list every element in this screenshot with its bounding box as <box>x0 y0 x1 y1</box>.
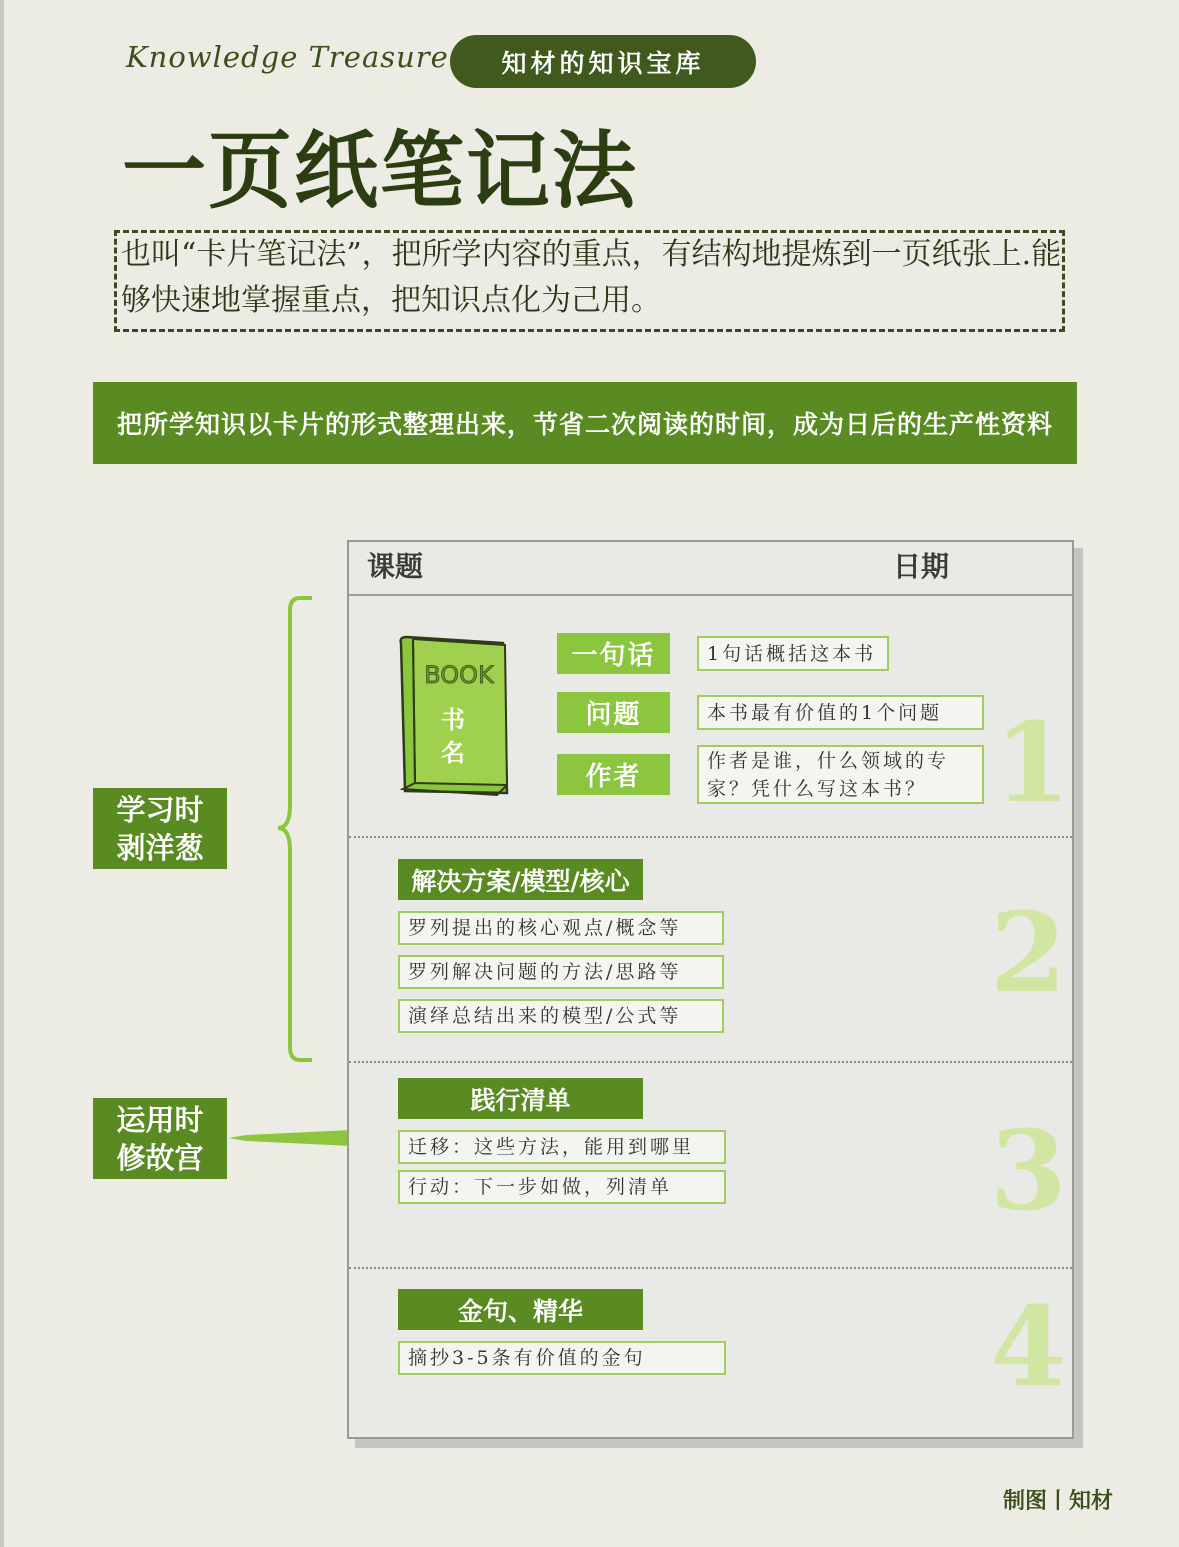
section2-item-3: 演绎总结出来的模型/公式等 <box>398 999 724 1033</box>
box-one-sentence: 1句话概括这本书 <box>697 636 889 671</box>
book-cover-word: BOOK <box>424 661 494 689</box>
section4-item-1: 摘抄3-5条有价值的金句 <box>398 1341 726 1375</box>
topic-label: 课题 <box>367 550 424 583</box>
section-divider-3 <box>349 1267 1072 1269</box>
section-number-1: 1 <box>994 698 1071 827</box>
brand-pill: 知材的知识宝库 <box>450 35 756 88</box>
tag-question: 问题 <box>557 692 670 733</box>
card-header-rule <box>349 594 1072 596</box>
date-label: 日期 <box>893 550 950 583</box>
book-name-line1: 书 <box>441 706 465 734</box>
page-title: 一页纸笔记法 <box>122 122 639 220</box>
credit-text: 制图丨知材 <box>1003 1489 1114 1514</box>
study-brace <box>278 598 312 1060</box>
subtitle: Knowledge Treasure <box>126 40 449 74</box>
section3-item-1: 迁移：这些方法，能用到哪里 <box>398 1130 726 1164</box>
section3-item-2: 行动：下一步如做，列清单 <box>398 1170 726 1204</box>
summary-banner: 把所学知识以卡片的形式整理出来，节省二次阅读的时间，成为日后的生产性资料 <box>93 382 1077 464</box>
section2-header: 解决方案/模型/核心 <box>398 859 643 900</box>
side-label-apply-line2: 修故宫 <box>116 1140 204 1175</box>
section-divider-2 <box>349 1061 1072 1063</box>
box-author-line1: 作者是谁，什么领域的专 <box>707 749 950 772</box>
tag-author: 作者 <box>557 754 670 795</box>
side-label-apply-line1: 运用时 <box>116 1102 204 1137</box>
intro-text: 也叫“卡片笔记法”，把所学内容的重点，有结构地提炼到一页纸张上.能够快速地掌握重点，把知识点化为己用。 <box>121 237 1062 318</box>
section-number-4: 4 <box>990 1282 1067 1411</box>
side-label-apply <box>93 1098 227 1179</box>
side-label-study-line2: 剥洋葱 <box>116 830 204 865</box>
box-question: 本书最有价值的1个问题 <box>697 695 984 730</box>
box-author <box>697 745 984 804</box>
section2-item-2: 罗列解决问题的方法/思路等 <box>398 955 724 989</box>
box-author-line2: 家？凭什么写这本书？ <box>707 777 928 800</box>
section-number-2: 2 <box>990 888 1067 1017</box>
side-label-study-line1: 学习时 <box>116 792 204 827</box>
section-number-3: 3 <box>990 1106 1067 1235</box>
book-name-line2: 名 <box>441 739 465 767</box>
section2-item-1: 罗列提出的核心观点/概念等 <box>398 911 724 945</box>
apply-arrow <box>229 1130 352 1146</box>
section4-header: 金句、精华 <box>398 1289 643 1330</box>
book-icon <box>393 633 515 801</box>
section-divider-1 <box>349 836 1072 838</box>
section3-header: 践行清单 <box>398 1078 643 1119</box>
side-label-study <box>93 788 227 869</box>
tag-one-sentence: 一句话 <box>557 633 670 674</box>
